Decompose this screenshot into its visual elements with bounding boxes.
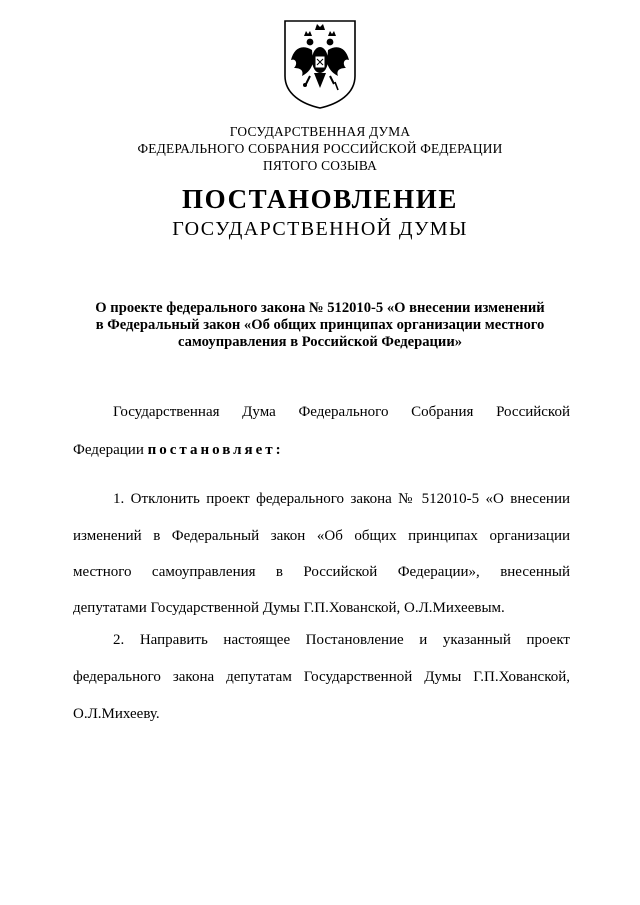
header-line-3: ПЯТОГО СОЗЫВА	[262, 158, 378, 173]
item1-line-3: местного самоуправления в Российской Федерации», внесенный	[73, 564, 570, 580]
header-line-1: ГОСУДАРСТВЕННАЯ ДУМА	[229, 124, 411, 139]
resolution-verb: постановляет:	[147, 442, 284, 458]
item1-line-2: изменений в Федеральный закон «Об общих принципах организации	[73, 528, 570, 544]
preamble-line-1: Государственная Дума Федерального Собрания Российской	[113, 404, 570, 420]
item2-line-1: 2. Направить настоящее Постановление и указанный проект	[113, 632, 570, 648]
document-subtitle: ГОСУДАРСТВЕННОЙ ДУМЫ	[172, 218, 468, 240]
document-title: ПОСТАНОВЛЕНИЕ	[182, 184, 458, 214]
header-line-2: ФЕДЕРАЛЬНОГО СОБРАНИЯ РОССИЙСКОЙ ФЕДЕРАЦИИ	[137, 141, 503, 156]
preamble-line-2	[73, 441, 570, 460]
item2-line-3: О.Л.Михееву.	[73, 706, 160, 722]
subject-line-3: самоуправления в Российской Федерации»	[177, 334, 463, 350]
item2-line-2: федерального закона депутатам Государственной Думы Г.П.Хованской,	[73, 669, 570, 685]
item1-line-1: 1. Отклонить проект федерального закона № 512010-5 «О внесении	[113, 491, 570, 507]
item1-line-4: депутатами Государственной Думы Г.П.Хованской, О.Л.Михеевым.	[73, 600, 505, 616]
subject-line-1: О проекте федерального закона № 512010-5 «О внесении изменений	[95, 300, 545, 316]
preamble-text: Федерации	[73, 442, 148, 458]
subject-line-2: в Федеральный закон «Об общих принципах организации местного	[95, 317, 545, 333]
document-body	[73, 0, 570, 905]
